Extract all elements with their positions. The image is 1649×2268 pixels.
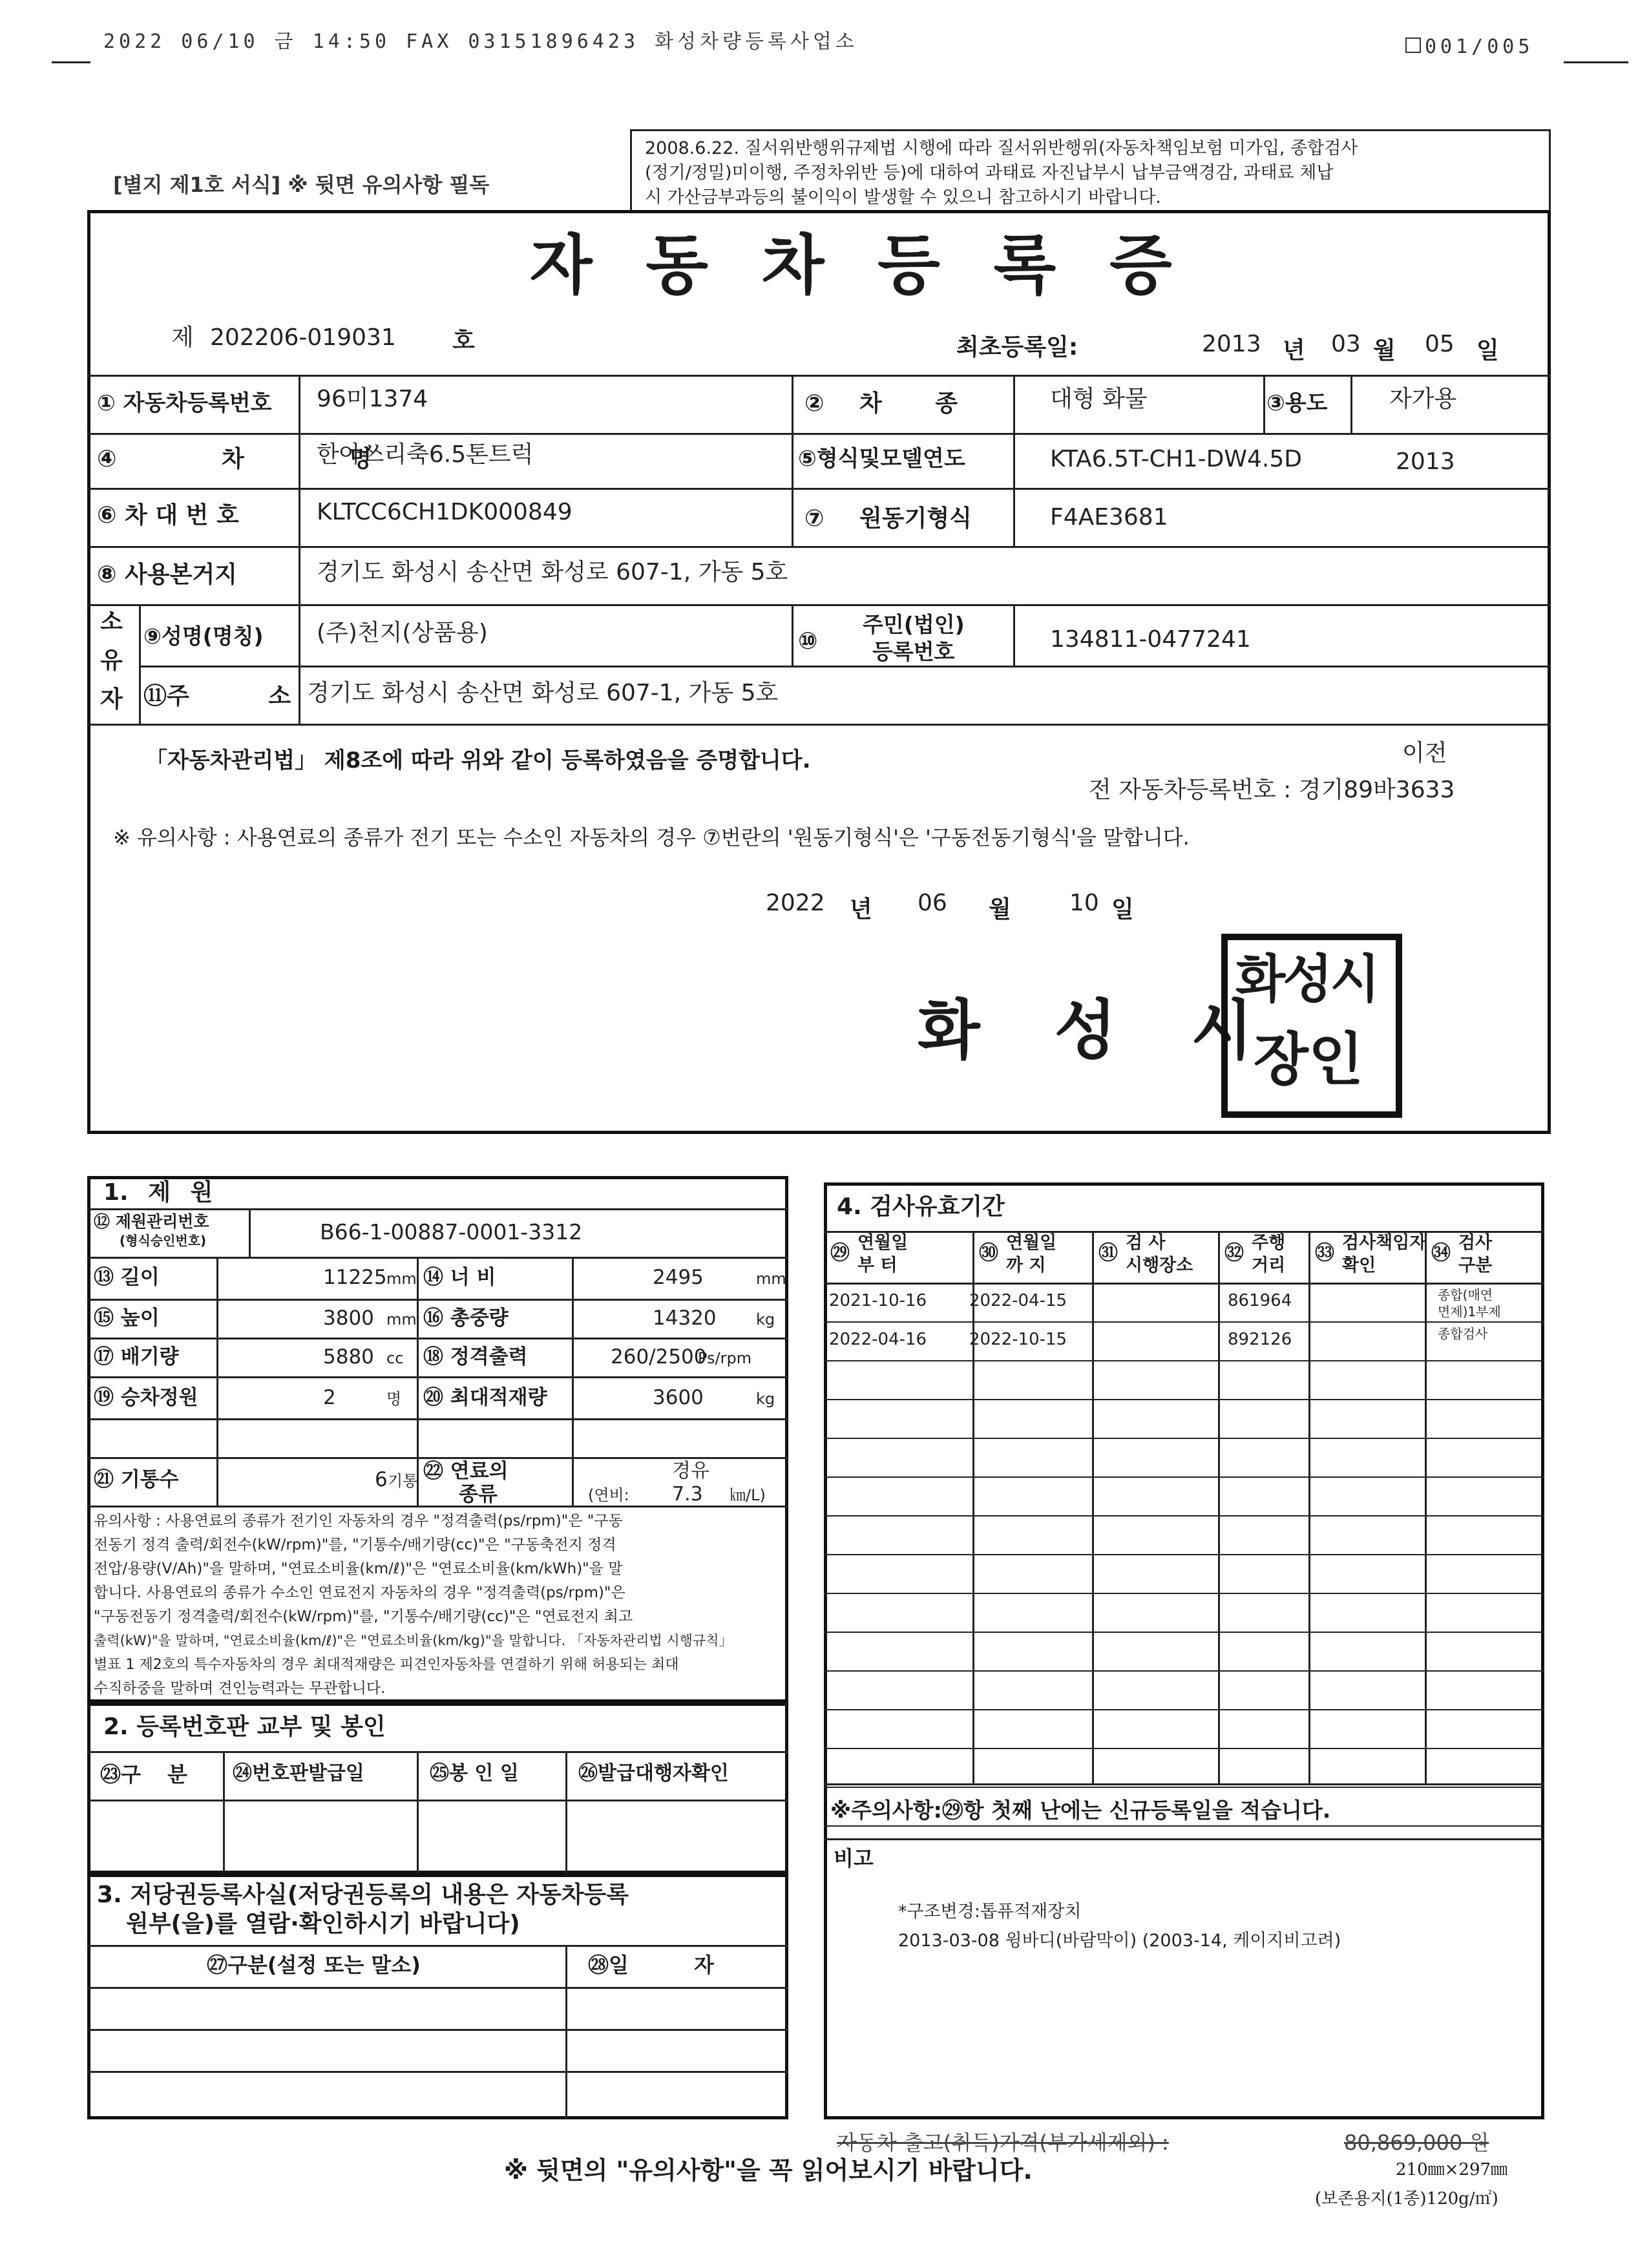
inspection-box [824, 1182, 1544, 2119]
plates-v-1 [223, 1751, 225, 1874]
first-reg-month: 03 [1331, 331, 1361, 357]
cert-number: 202206-019031 [210, 324, 396, 351]
remarks-top [824, 1838, 1544, 1840]
spec-unit-right: kg [756, 1310, 775, 1328]
spec-notice-line-7: 별표 1 제2호의 특수자동차의 경우 최대적재량은 피견인자동차를 연결하기 위해 허용되는 최대 [94, 1657, 679, 1673]
plates-v-3 [565, 1751, 567, 1874]
first-reg-year: 2013 [1202, 331, 1261, 357]
specs-line-6 [87, 1457, 788, 1459]
spec-label-right: ⑱ 정격출력 [423, 1345, 528, 1369]
inspection-header-l2: 부 터 [857, 1255, 898, 1276]
issue-day-unit: 일 [1111, 896, 1134, 923]
vehicle-name-label: ④ 차 명 [97, 446, 372, 472]
plates-header-kind: ㉓구 분 [100, 1762, 187, 1787]
specs-v-1 [249, 1208, 251, 1257]
issue-month: 06 [918, 890, 947, 916]
specs-line-2 [87, 1299, 788, 1301]
issue-year-unit: 년 [850, 896, 872, 923]
spec-value-left: 3800 [323, 1307, 374, 1330]
inspection-line-header-top [824, 1231, 1544, 1233]
inspection-kind-2: 면제)1부제 [1438, 1304, 1501, 1319]
inspection-header-num: ㉚ [979, 1242, 998, 1265]
issue-year: 2022 [766, 890, 825, 916]
spec-unit-left: cc [386, 1349, 404, 1367]
first-reg-label: 최초등록일: [956, 334, 1078, 361]
mortgage-header-kind: ㉗구분(설정 또는 말소) [207, 1953, 421, 1977]
owner-group-label-2: 유 [100, 647, 123, 674]
spec-efficiency-unit: ㎞/L) [730, 1486, 766, 1504]
owner-name-label: ⑨성명(명칭) [143, 624, 264, 649]
info-grid-v-labels [299, 375, 300, 604]
inspection-header-num: ㉜ [1224, 1242, 1244, 1265]
spec-notice-line-8: 수직하중을 말하며 견인능력과는 무관합니다. [94, 1680, 386, 1697]
base-location-value: 경기도 화성시 송산면 화성로 607-1, 가동 5호 [317, 559, 788, 585]
inspection-row-line [824, 1825, 1544, 1827]
inspection-header-l2: 확인 [1342, 1255, 1376, 1276]
use-label: ③용도 [1266, 390, 1328, 416]
spec-value-left: 2 [323, 1386, 336, 1409]
inspection-header-num: ㉛ [1098, 1242, 1118, 1265]
vehicle-type-label: 차 종 [859, 390, 958, 417]
info-grid-v-right-label [792, 375, 793, 546]
mortgage-line-2 [87, 1987, 788, 1989]
inspection-row-line [824, 1554, 1544, 1555]
spec-notice-line-2: 전동기 정격 출력/회전수(kW/rpm)"를, "기통수/배기량(cc)"은 "구동축전지 정격 [94, 1537, 616, 1553]
paper-type: (보존용지(1종)120g/㎡) [1315, 2189, 1498, 2209]
transfer-note: 이전 [1402, 740, 1447, 766]
spec-value-right: 14320 [653, 1307, 717, 1330]
inspection-title: 4. 검사유효기간 [837, 1193, 1005, 1220]
specs-line-3 [87, 1338, 788, 1339]
reg-no-label: ① 자동차등록번호 [97, 390, 272, 416]
owner-name-value: (주)천지(상품용) [317, 620, 488, 646]
engine-label-num: ⑦ [804, 505, 824, 532]
inspection-row-line [824, 1515, 1544, 1517]
vin-value: KLTCC6CH1DK000849 [317, 499, 572, 525]
remarks-line-2: 2013-03-08 윙바디(바람막이) (2003-14, 케이지비고려) [898, 1931, 1341, 1951]
inspection-row-line [824, 1360, 1544, 1361]
info-grid-bottom [87, 724, 1551, 726]
issuer-name: 화 성 시 [918, 992, 1279, 1068]
owner-group-label-1: 소 [100, 609, 123, 635]
plates-v-2 [417, 1751, 419, 1874]
specs-line-0 [87, 1208, 788, 1210]
top-notice-box [630, 129, 1551, 213]
use-value: 자가용 [1389, 386, 1457, 412]
inspection-header-num: ㉙ [830, 1242, 850, 1265]
inspection-header-num: ㉞ [1431, 1242, 1451, 1265]
reg-no-value: 96미1374 [317, 386, 428, 412]
owner-id-value: 134811-0477241 [1050, 626, 1251, 653]
vehicle-type-value: 대형 화물 [1050, 386, 1148, 412]
previous-reg-number: 전 자동차등록번호 : 경기89바3633 [1089, 777, 1455, 803]
info-grid-line-3 [87, 488, 1551, 490]
spec-cylinders-unit: 기통 [388, 1472, 418, 1490]
inspection-mileage: 892126 [1228, 1330, 1292, 1349]
inspection-to: 2022-10-15 [969, 1330, 1067, 1349]
inspection-header-l1: 검 사 [1126, 1233, 1166, 1253]
inspection-row-line [824, 1748, 1544, 1749]
remarks-title: 비고 [834, 1846, 874, 1871]
spec-value-left: 11225 [323, 1266, 387, 1289]
spec-efficiency-label: (연비: [588, 1486, 629, 1504]
spec-value-left: 5880 [323, 1345, 374, 1369]
inspection-header-l2: 시행장소 [1126, 1255, 1193, 1276]
inspection-row-line [824, 1438, 1544, 1439]
inspection-v-2 [1092, 1231, 1094, 1783]
specs-v-4 [572, 1257, 574, 1506]
inspection-line-header-bottom [824, 1283, 1544, 1285]
first-reg-day-unit: 일 [1476, 337, 1499, 364]
info-grid-line-5 [87, 604, 1551, 606]
spec-efficiency-value: 7.3 [672, 1483, 703, 1506]
fax-header-rule-left [52, 61, 90, 63]
specs-line-1 [87, 1257, 788, 1259]
inspection-from: 2022-04-16 [829, 1330, 927, 1349]
spec-unit-left: mm [386, 1310, 417, 1328]
info-grid-v-right-value [1013, 375, 1015, 546]
fax-header-left: 2022 06/10 금 14:50 FAX 03151896423 화성차량등록사업소 [103, 30, 858, 53]
inspection-header-l1: 검사책임자 [1342, 1233, 1427, 1253]
inspection-row-line [824, 1476, 1544, 1478]
spec-notice-line-5: "구동전동기 정격출력/회전수(kW/rpm)"를, "기통수/배기량(cc)"은 "연료전지 최고 [94, 1608, 633, 1625]
plates-line-2 [87, 1800, 788, 1801]
issue-day: 10 [1069, 890, 1099, 916]
seal-text-line-2: 장인 [1254, 1025, 1364, 1093]
spec-value-right: 2495 [653, 1266, 704, 1289]
inspection-header-num: ㉝ [1315, 1242, 1334, 1265]
mortgage-header-date: ㉘일 자 [588, 1953, 714, 1977]
base-location-label: ⑧ 사용본거지 [97, 562, 237, 588]
seal-text-line-1: 화성시 [1235, 949, 1378, 1009]
spec-mgmt-label-1: ⑫ 제원관리번호 [94, 1212, 209, 1231]
spec-mgmt-number: B66-1-00887-0001-3312 [320, 1219, 583, 1244]
mortgage-v-1 [565, 1945, 567, 2119]
vehicle-name-value: 한아쓰리축6.5톤트럭 [317, 441, 534, 468]
inspection-caution: ※주의사항:㉙항 첫째 난에는 신규등록일을 적습니다. [830, 1798, 1331, 1823]
spec-value-right: 260/2500 [611, 1345, 707, 1369]
owner-group-label-3: 자 [100, 686, 123, 713]
form-label: [별지 제1호 서식] ※ 뒷면 유의사항 필독 [113, 173, 490, 197]
top-notice-line-3: 시 가산금부과등의 불이익이 발생할 수 있으니 참고하시기 바랍니다. [645, 187, 1161, 207]
specs-v-3 [417, 1257, 419, 1506]
owner-group-divider [139, 604, 141, 724]
owner-id-label-2: 등록번호 [872, 639, 955, 664]
info-grid-line-2 [87, 433, 1551, 435]
specs-v-2 [216, 1257, 218, 1506]
spec-label-left: ⑲ 승차정원 [94, 1386, 198, 1409]
spec-fuel-value: 경유 [672, 1460, 709, 1482]
inspection-header-l1: 연월일 [857, 1233, 909, 1253]
mortgage-line-1 [87, 1945, 788, 1947]
spec-notice-line-6: 출력(kW)"을 말하며, "연료소비율(km/ℓ)"은 "연료소비율(km/kg)"을 말합니다. 「자동차관리법 시행규칙」 [94, 1633, 733, 1648]
first-reg-day: 05 [1425, 331, 1455, 357]
inspection-from: 2021-10-16 [829, 1291, 927, 1310]
specs-line-4 [87, 1376, 788, 1378]
info-grid-v-use-value [1350, 375, 1352, 433]
spec-label-left: ⑮ 높이 [94, 1307, 160, 1330]
owner-id-label-left [792, 604, 793, 666]
inspection-row-line [824, 1399, 1544, 1400]
mortgage-title-2: 원부(을)를 열람·확인하시기 바랍니다) [126, 1911, 520, 1937]
inspection-header-l1: 검사 [1458, 1233, 1493, 1253]
vehicle-type-label-num: ② [804, 390, 824, 417]
remarks-line-1: *구조변경:톱퓨적재장치 [898, 1902, 1082, 1922]
plates-line-1 [87, 1751, 788, 1753]
specs-title: 1. 제 원 [103, 1179, 213, 1206]
inspection-row-line [824, 1321, 1544, 1323]
mortgage-title-1: 3. 저당권등록사실(저당권등록의 내용은 자동차등록 [97, 1882, 629, 1908]
fax-header-rule-right [1564, 61, 1628, 63]
cert-caution: ※ 유의사항 : 사용연료의 종류가 전기 또는 수소인 자동차의 경우 ⑦번란의 '원동기형식'은 '구동전동기형식'을 말합니다. [113, 825, 1190, 850]
spec-unit-right: kg [756, 1390, 775, 1408]
inspection-mileage: 861964 [1228, 1291, 1292, 1310]
inspection-row-line [824, 1632, 1544, 1633]
engine-value: F4AE3681 [1050, 504, 1168, 530]
registration-statement: 「자동차관리법」 제8조에 따라 위와 같이 등록하였음을 증명합니다. [145, 748, 811, 773]
inspection-header-l2: 거리 [1252, 1255, 1286, 1276]
first-reg-year-unit: 년 [1283, 337, 1305, 364]
spec-unit-left: mm [386, 1270, 417, 1288]
inspection-v-4 [1308, 1231, 1310, 1783]
cert-number-label: 제 [171, 324, 194, 351]
bottom-notice: ※ 뒷면의 "유의사항"을 꼭 읽어보시기 바랍니다. [504, 2156, 1033, 2185]
spec-mgmt-label-2: (형식승인번호) [120, 1233, 207, 1248]
spec-unit-right: Ps/rpm [698, 1349, 752, 1367]
spec-cylinders-label: ㉑ 기통수 [94, 1468, 179, 1491]
top-notice-line-2: (정기/정밀)미이행, 주정차위반 등)에 대하여 과태료 자진납부시 납부금액경감, 과태료 체납 [645, 163, 1334, 183]
top-notice-line-1: 2008.6.22. 질서위반행위규제법 시행에 따라 질서위반행위(자동차책임보험 미가입, 종합검사 [645, 138, 1358, 158]
spec-notice-line-3: 전압/용량(V/Ah)"을 말하며, "연료소비율(km/ℓ)"은 "연료소비율(km/kWh)"을 말 [94, 1560, 623, 1577]
spec-unit-right: mm [756, 1270, 786, 1288]
specs-line-5 [87, 1418, 788, 1420]
price-line-label: 자동차 출고(취득)가격(부가세제외) : [837, 2130, 1169, 2155]
specs-line-7 [87, 1506, 788, 1507]
spec-notice-line-1: 유의사항 : 사용연료의 종류가 전기인 자동차의 경우 "정격출력(ps/rpm)"은 "구동 [94, 1513, 623, 1529]
cert-number-suffix: 호 [452, 328, 475, 354]
official-seal-stamp [1221, 934, 1402, 1118]
inspection-row-line [824, 1593, 1544, 1594]
owner-label-divider [299, 604, 300, 724]
inspection-header-l2: 까 지 [1006, 1255, 1046, 1276]
inspection-row-line [824, 1670, 1544, 1672]
inspection-v-1 [972, 1231, 974, 1783]
inspection-header-l2: 구분 [1458, 1255, 1493, 1276]
spec-label-right: ⑭ 너 비 [423, 1266, 496, 1289]
model-label: ⑤형식및모델연도 [798, 446, 965, 472]
inspection-kind-1: 종합검사 [1438, 1326, 1488, 1341]
spec-value-right: 3600 [653, 1386, 704, 1409]
inspection-header-l1: 연월일 [1006, 1233, 1057, 1253]
first-reg-month-unit: 월 [1373, 337, 1396, 364]
model-year-value: 2013 [1396, 448, 1455, 475]
spec-notice-line-4: 합니다. 사용연료의 종류가 수소인 연료전지 자동차의 경우 "정격출력(ps/rpm)"은 [94, 1584, 625, 1601]
mortgage-line-3 [87, 2029, 788, 2031]
vin-label: ⑥ 차 대 번 호 [97, 502, 239, 529]
fax-page-icon [1405, 37, 1421, 53]
owner-address-label: ⑪주 소 [143, 683, 291, 709]
spec-fuel-label-2: 종류 [459, 1483, 498, 1506]
info-grid-line-4 [87, 546, 1551, 548]
certificate-title: 자 동 차 등 록 증 [530, 227, 1188, 303]
plates-header-seal-date: ㉕봉 인 일 [430, 1762, 519, 1785]
info-grid-v-use-label [1263, 375, 1265, 433]
inspection-header-l1: 주행 [1252, 1233, 1286, 1253]
spec-fuel-label-1: ㉒ 연료의 [423, 1460, 509, 1483]
inspection-row-line [824, 1709, 1544, 1710]
inspection-to: 2022-04-15 [969, 1291, 1067, 1310]
fax-header-right: 001/005 [1425, 36, 1534, 58]
spec-unit-left: 명 [386, 1390, 402, 1408]
info-grid-top [87, 375, 1551, 377]
inspection-kind-1: 종합(매연 [1438, 1287, 1493, 1303]
plates-title: 2. 등록번호판 교부 및 봉인 [103, 1714, 386, 1740]
inspection-caution-top [824, 1783, 1544, 1785]
spec-cylinders-value: 6 [375, 1468, 388, 1491]
inspection-v-3 [1218, 1231, 1220, 1783]
owner-id-label-num: ⑩ [798, 628, 818, 655]
spec-label-left: ⑬ 길이 [94, 1266, 160, 1289]
spec-label-right: ⑯ 총중량 [423, 1307, 509, 1330]
plates-header-agent: ㉖발급대행자확인 [578, 1762, 729, 1785]
price-line-value: 80,869,000 원 [1344, 2130, 1489, 2155]
inspection-row-line [824, 1787, 1544, 1788]
owner-id-label-right [1013, 604, 1015, 666]
plates-header-issue-date: ㉔번호판발급일 [233, 1762, 364, 1785]
paper-size: 210㎜×297㎜ [1396, 2160, 1508, 2179]
mortgage-line-4 [87, 2071, 788, 2073]
spec-label-right: ⑳ 최대적재량 [423, 1386, 547, 1409]
engine-label: 원동기형식 [859, 505, 972, 532]
owner-address-value: 경기도 화성시 송산면 화성로 607-1, 가동 5호 [307, 680, 779, 706]
inspection-v-5 [1425, 1231, 1427, 1783]
issue-month-unit: 월 [989, 896, 1011, 923]
spec-label-left: ⑰ 배기량 [94, 1345, 179, 1369]
owner-id-label-1: 주민(법인) [863, 612, 965, 637]
info-grid-line-6 [139, 666, 1551, 667]
model-value: KTA6.5T-CH1-DW4.5D [1050, 446, 1302, 472]
